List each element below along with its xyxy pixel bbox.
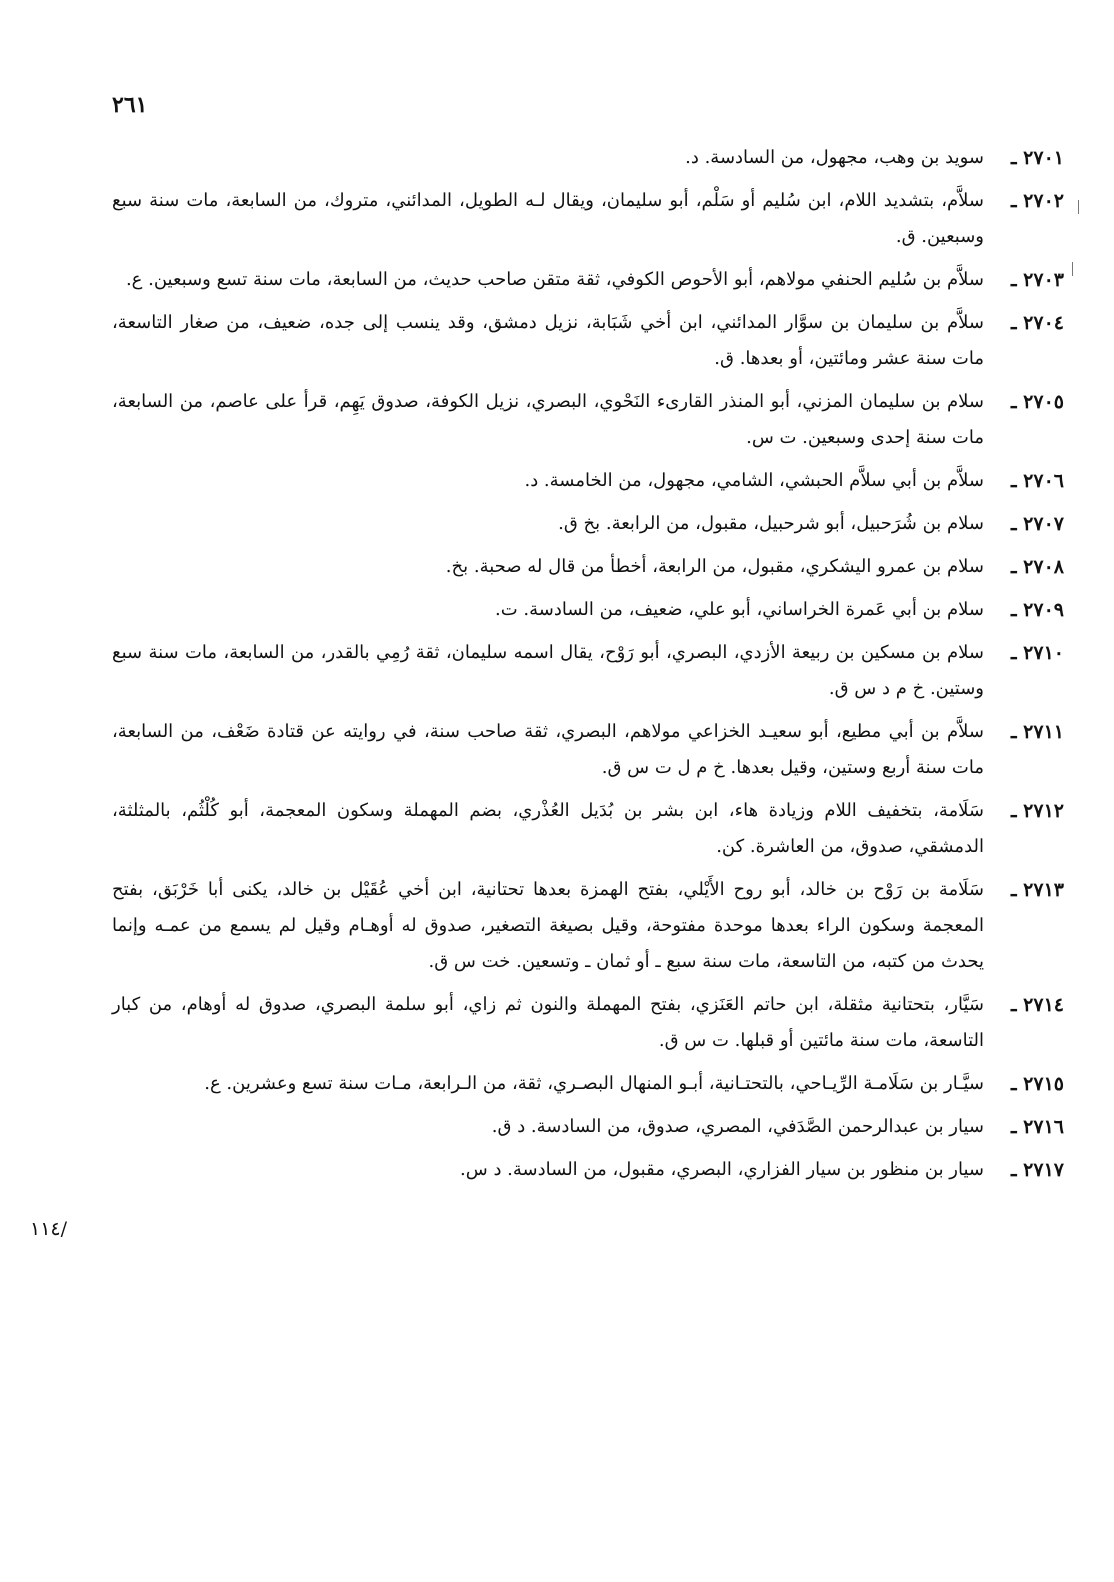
margin-tick <box>1072 262 1073 276</box>
entry-text: سلام بن شُرَحبيل، أبو شرحبيل، مقبول، من الرابعة. بخ ق. <box>558 513 984 534</box>
entry-text: سلام بن عمرو اليشكري، مقبول، من الرابعة، أخطأ من قال له صحبة. بخ. <box>445 556 984 577</box>
entry-number: ٢٧١١ ـ <box>1010 721 1064 743</box>
entry-row <box>112 714 1064 786</box>
entry-number: ٢٧١٥ ـ <box>1010 1073 1064 1095</box>
entries-list <box>112 140 1064 1195</box>
entry-row <box>112 384 1064 456</box>
entry-text: سَلَامة بن رَوْح بن خالد، أبو روح الأَيْلي، بفتح الهمزة بعدها تحتانية، ابن أخي عُقَيْل بن خالد، يكنى أبا خَرْبَق، بفتح المعجمة وسكون الراء بعدها موحدة مفتوحة، وقيل بصيغة التصغير، صدوق له أوهـام وقيل لم يسمع من عمـه وإنما يحدث من كتبه، من التاسعة، مات سنة سبع ـ أو ثمان ـ وتسعين. خت س ق. <box>112 879 984 972</box>
entry-text: سيار بن منظور بن سيار الفزاري، البصري، مقبول، من السادسة. د س. <box>460 1159 984 1180</box>
entry-number: ٢٧١٦ ـ <box>1010 1116 1064 1138</box>
entry-text: سلام بن مسكين بن ربيعة الأزدي، البصري، أبو رَوْح، يقال اسمه سليمان، ثقة رُمِي بالقدر، من السابعة، مات سنة سبع وستين. خ م د س ق. <box>112 642 984 699</box>
entry-row <box>112 305 1064 377</box>
entry-number: ٢٧٠٦ ـ <box>1010 470 1064 492</box>
entry-row <box>112 262 1064 298</box>
entry-number: ٢٧٠٢ ـ <box>1010 190 1064 212</box>
entry-number: ٢٧٠١ ـ <box>1010 147 1064 169</box>
entry-number: ٢٧١٤ ـ <box>1010 994 1064 1016</box>
entry-text: سَيَّار، بتحتانية مثقلة، ابن حاتم العَنَزي، بفتح المهملة والنون ثم زاي، أبو سلمة البصري، صدوق له أوهام، من كبار التاسعة، مات سنة مائتين أو قبلها. ت س ق. <box>112 994 984 1051</box>
entry-row <box>112 506 1064 542</box>
entry-number: ٢٧٠٣ ـ <box>1010 269 1064 291</box>
entry-text: سلاَّم بن أبي مطيع، أبو سعيـد الخزاعي مولاهم، البصري، ثقة صاحب سنة، في روايته عن قتادة ضَعْف، من السابعة، مات سنة أربع وستين، وقيل بعدها. خ م ل ت س ق. <box>112 721 984 778</box>
entry-row <box>112 635 1064 707</box>
entry-text: سلاَّم بن سُليم الحنفي مولاهم، أبو الأحوص الكوفي، ثقة متقن صاحب حديث، من السابعة، مات سنة تسع وسبعين. ع. <box>125 269 984 290</box>
entry-number: ٢٧١٢ ـ <box>1010 800 1064 822</box>
entry-text: سلاَّم، بتشديد اللام، ابن سُليم أو سَلْم، أبو سليمان، ويقال لـه الطويل، المدائني، متروك، من السابعة، مات سنة سبع وسبعين. ق. <box>112 190 984 247</box>
entry-row <box>112 463 1064 499</box>
entry-row <box>112 1152 1064 1188</box>
entry-row <box>112 872 1064 980</box>
entry-number: ٢٧٠٨ ـ <box>1010 556 1064 578</box>
entry-number: ٢٧٠٩ ـ <box>1010 599 1064 621</box>
entry-row <box>112 183 1064 255</box>
entry-number: ٢٧١٧ ـ <box>1010 1159 1064 1181</box>
entry-text: سلاَّم بن سليمان بن سوَّار المدائني، ابن أخي شَبَابة، نزيل دمشق، وقد ينسب إلى جده، ضعيف، من صغار التاسعة، مات سنة عشر ومائتين، أو بعدها. ق. <box>112 312 984 369</box>
entry-row <box>112 1109 1064 1145</box>
entry-text: سويد بن وهب، مجهول، من السادسة. د. <box>685 147 984 168</box>
entry-text: سيار بن عبدالرحمن الصَّدَفي، المصري، صدوق، من السادسة. د ق. <box>491 1116 984 1137</box>
entry-text: سلام بن أبي عَمرة الخراساني، أبو علي، ضعيف، من السادسة. ت. <box>494 599 984 620</box>
entry-number: ٢٧١٠ ـ <box>1010 642 1064 664</box>
entry-text: سَلَامة، بتخفيف اللام وزيادة هاء، ابن بشر بن بُدَيل العُذْري، بضم المهملة وسكون المعجمة، أبو كُلْثُم، بالمثلثة، الدمشقي، صدوق، من العاشرة. كن. <box>112 800 984 857</box>
entry-number: ٢٧٠٥ ـ <box>1010 391 1064 413</box>
entry-text: سيَّـار بن سَلَامـة الرِّيـاحي، بالتحتـانية، أبـو المنهال البصـري، ثقة، من الـرابعة، مـات سنة تسع وعشرين. ع. <box>204 1073 984 1094</box>
page-number: ٢٦١ <box>112 92 148 118</box>
entry-row <box>112 1066 1064 1102</box>
entry-number: ٢٧٠٤ ـ <box>1010 312 1064 334</box>
entry-row <box>112 140 1064 176</box>
margin-note: /١١٤ <box>30 1218 68 1240</box>
entry-number: ٢٧٠٧ ـ <box>1010 513 1064 535</box>
entry-row <box>112 987 1064 1059</box>
margin-tick <box>1078 200 1079 214</box>
entry-text: سلام بن سليمان المزني، أبو المنذر القارىء النَحْوي، البصري، نزيل الكوفة، صدوق يَهِم، قرأ على عاصم، من السابعة، مات سنة إحدى وسبعين. ت س. <box>112 391 984 448</box>
entry-row <box>112 592 1064 628</box>
entry-row <box>112 793 1064 865</box>
entry-row <box>112 549 1064 585</box>
entry-text: سلاَّم بن أبي سلاَّم الحبشي، الشامي، مجهول، من الخامسة. د. <box>524 470 984 491</box>
entry-number: ٢٧١٣ ـ <box>1010 879 1064 901</box>
